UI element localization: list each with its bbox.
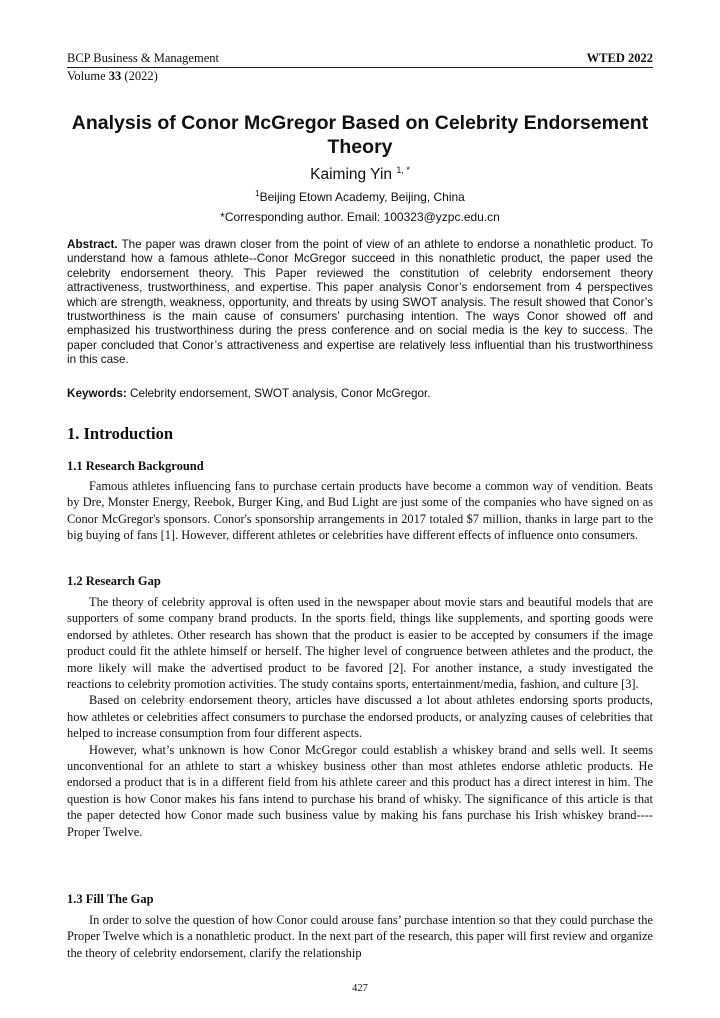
paragraph: Famous athletes influencing fans to purchase certain products have become a common way of vendition. Beats by Dre, Monster Energy, Reebok, Burger King, and Bud Light are just some of the companies who have signed on as Conor McGregor's sponsors. Conor's sponsorship arrangements in 2017 totaled $7 million, thanks in large part to the big buying of fans [1]. However, different athletes or celebrities have different effects of influence onto consumers.: [67, 479, 653, 543]
header-divider: [67, 67, 653, 68]
subsection-heading-research-gap: 1.2 Research Gap: [67, 574, 161, 588]
paragraph: However, what’s unknown is how Conor McGregor could establish a whiskey brand and sells well. It seems unconventional for an athlete to start a whiskey business other than most athletes endorse athletic products. He endorsed a product that is in a different field from his athlete career and this product has a direct interest in him. The question is how Conor makes his fans intend to purchase his brand of whisky. The significance of this article is that the paper detected how Conor made such business value by making his fans purchase his Irish whiskey brand----Proper Twelve.: [67, 742, 653, 839]
abstract-text: The paper was drawn closer from the point of view of an athlete to endorse a nonathletic product. To understand how a famous athlete--Conor McGregor succeed in this nonathletic product, the paper used the celebrity endorsement theory. This Paper reviewed the constitution of celebrity endorsement theory attractiveness, trustworthiness, and expertise. This paper analysis Conor’s endorsement from 4 perspectives which are strength, weakness, opportunity, and threats by using SWOT analysis. The result showed that Conor’s trustworthiness is the main cause of consumers’ purchasing intention. The ways Conor showed off and emphasized his trustworthiness during the press conference and on social media is the key to success. The paper concluded that Conor’s attractiveness and expertise are relatively less influential than his trustworthiness in this case.: [67, 238, 653, 367]
keywords-label: Keywords:: [67, 387, 127, 400]
section-heading-introduction: 1. Introduction: [67, 424, 174, 443]
author-name: Kaiming Yin: [310, 166, 397, 184]
affiliation-superscript: 1: [255, 189, 260, 198]
abstract-label: Abstract.: [67, 238, 118, 251]
research-background-body: [67, 478, 653, 544]
volume-number: 33: [108, 69, 122, 83]
paragraph: Based on celebrity endorsement theory, articles have discussed a lot about athletes endorsing sports products, how athletes or celebrities affect consumers to purchase the endorsed products, or analyzing causes of celebrities that helped to increase consumption from four different aspects.: [67, 693, 653, 741]
keywords: [67, 387, 653, 400]
research-gap-body: [67, 594, 653, 840]
keywords-text: Celebrity endorsement, SWOT analysis, Conor McGregor.: [126, 387, 431, 400]
author-line: [0, 165, 720, 184]
subsection-heading-research-background: 1.1 Research Background: [67, 459, 204, 473]
author-superscript: 1, *: [396, 165, 410, 175]
volume-prefix: Volume: [67, 69, 109, 83]
fill-the-gap-body: [67, 912, 653, 961]
corresponding-author: *Corresponding author. Email: 100323@yzpc.edu.cn: [220, 210, 500, 224]
abstract: [67, 238, 653, 368]
conference-name: WTED 2022: [586, 51, 653, 65]
affiliation-text: Beijing Etown Academy, Beijing, China: [259, 190, 465, 204]
page-number: 427: [352, 983, 368, 994]
journal-name: BCP Business & Management: [67, 51, 219, 65]
subsection-heading-fill-the-gap: 1.3 Fill The Gap: [67, 892, 154, 906]
affiliation: [0, 189, 720, 204]
paper-title: Analysis of Conor McGregor Based on Celebrity Endorsement Theory: [71, 112, 649, 158]
volume-year: (2022): [121, 69, 158, 83]
paragraph: In order to solve the question of how Conor could arouse fans’ purchase intention so that they could purchase the Proper Twelve which is a nonathletic product. In the next part of the research, this paper will first review and organize the theory of celebrity endorsement, clarify the relationship: [67, 913, 653, 960]
volume-line: [67, 69, 158, 84]
paragraph: The theory of celebrity approval is often used in the newspaper about movie stars and beautiful models that are supporters of some company brand products. In the sports field, things like supplements, and sporting goods were endorsed by athletes. Other research has shown that the product is easier to be accepted by consumers if the image product could fit the athlete himself or herself. The higher level of congruence between athletes and the product, the more likely will make the advertised product to be favored [2]. For another instance, a study investigated the reactions to celebrity promotion activities. The study contains sports, entertainment/media, fashion, and culture [3].: [67, 595, 653, 692]
